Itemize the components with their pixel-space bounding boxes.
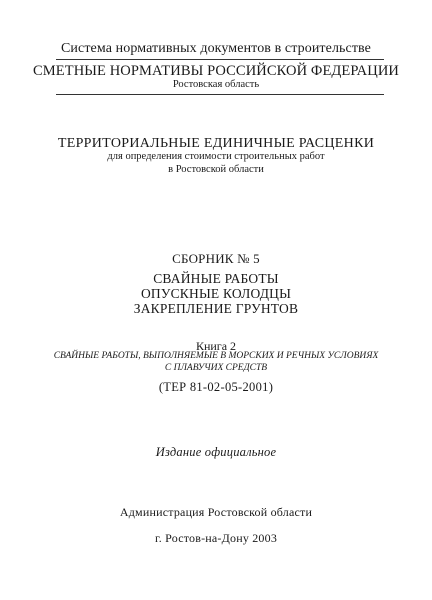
region-label: Ростовская область	[172, 79, 260, 90]
document-title-line3: в Ростовской области	[168, 164, 264, 175]
city-year: г. Ростов-на-Дону 2003	[154, 531, 278, 545]
collection-title-line: ЗАКРЕПЛЕНИЕ ГРУНТОВ	[133, 301, 299, 316]
header-rule-top	[56, 59, 384, 60]
collection-number: СБОРНИК № 5	[172, 251, 260, 266]
header-rule-bottom	[56, 94, 384, 95]
collection-title-line: ОПУСКНЫЕ КОЛОДЦЫ	[140, 286, 292, 301]
document-title: ТЕРРИТОРИАЛЬНЫЕ ЕДИНИЧНЫЕ РАСЦЕНКИ	[57, 136, 375, 151]
publisher: Администрация Ростовской области	[119, 505, 313, 519]
book-subtitle-line1: СВАЙНЫЕ РАБОТЫ, ВЫПОЛНЯЕМЫЕ В МОРСКИХ И РЕЧНЫХ УСЛОВИЯХ	[53, 351, 379, 361]
document-code: (ТЕР 81-02-05-2001)	[158, 380, 274, 394]
document-title-line2: для определения стоимости строительных работ	[107, 151, 325, 162]
book-label: Книга 2	[195, 339, 237, 353]
edition-label: Издание официальное	[155, 445, 277, 459]
standards-heading: СМЕТНЫЕ НОРМАТИВЫ РОССИЙСКОЙ ФЕДЕРАЦИИ	[33, 63, 399, 79]
book-subtitle-line2: С ПЛАВУЧИХ СРЕДСТВ	[164, 363, 268, 373]
collection-title-line: СВАЙНЫЕ РАБОТЫ	[153, 271, 279, 286]
system-heading: Система нормативных документов в строительстве	[60, 41, 371, 56]
